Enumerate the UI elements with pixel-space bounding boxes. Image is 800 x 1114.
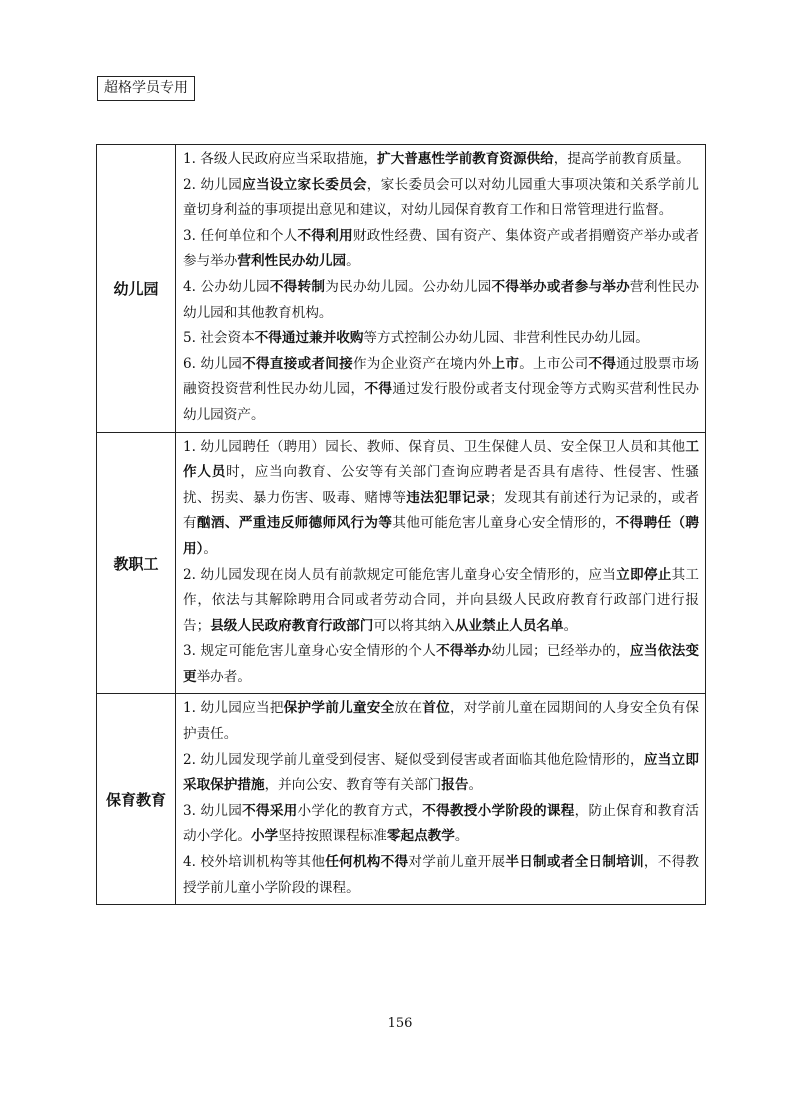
category-cell: 教职工 [97,432,176,694]
emphasis-text: 不得采用 [242,802,298,819]
emphasis-text: 不得通过兼并收购 [254,330,364,347]
emphasis-text: 不得 [588,355,617,372]
emphasis-text: 半日制或者全日制培训 [505,854,644,871]
list-item [183,696,699,747]
emphasis-text: 不得举办 [436,643,492,660]
emphasis-text: 任何机构不得 [325,854,409,871]
emphasis-text: 应当立即采取保护措施 [183,751,699,794]
emphasis-text: 工作人员 [183,438,699,481]
text-segment: 幼儿园；已经举办的， [491,643,631,660]
list-item [183,435,699,563]
emphasis-text: 不得教授小学阶段的课程 [422,802,575,819]
list-item [183,639,699,690]
text-segment: 。 [346,253,360,270]
text-segment: 4. 校外培训机构等其他 [183,854,326,871]
text-segment: ，提高学前教育质量。 [553,151,690,167]
list-item [183,850,699,901]
emphasis-text: 上市 [491,355,520,372]
text-segment: ，对学前儿童在园期间的人身安全负有保护责任。 [183,700,700,743]
text-segment: 。 [468,777,483,794]
text-segment: ，防止保育和教育活动小学化。 [183,802,700,845]
text-segment: 3. 任何单位和个人 [183,227,298,244]
header-tag: 超格学员专用 [97,76,195,101]
emphasis-text: 不得利用 [297,227,353,244]
emphasis-text: 不得转制 [269,278,326,295]
text-segment: 通过发行股份或者支付现金等方式购买营利性民办幼儿园资产。 [183,381,700,423]
text-segment: 1. 幼儿园聘任（聘用）园长、教师、保育员、卫生保健人员、安全保卫人员和其他 [183,438,686,455]
category-cell: 幼儿园 [97,145,176,433]
table-row [97,145,706,433]
emphasis-text: 零起点教学 [386,828,455,845]
emphasis-text: 首位 [422,700,450,717]
text-segment: 1. 各级人民政府应当采取措施， [183,151,378,167]
text-segment: 营利性民办幼儿园和其他教育机构。 [183,278,700,321]
emphasis-text: 酗酒、严重违反师德师风行为等 [196,515,393,532]
text-segment: 举办者。 [196,668,251,685]
page-number: 156 [387,1016,413,1031]
list-item [183,352,699,429]
text-segment: 财政性经费、国有资产、集体资产或者捐赠资产举办或者参与举办 [183,227,700,270]
list-item [183,563,699,640]
regulation-table [96,144,706,905]
emphasis-text: 不得举办或者参与举办 [491,278,631,295]
emphasis-text: 不得 [364,381,393,398]
text-segment: 6. 幼儿园 [183,355,243,372]
emphasis-text: 不得聘任（聘用） [183,515,700,557]
list-item [183,326,699,352]
emphasis-text: 县级人民政府教育行政部门 [210,617,374,634]
table-row [97,694,706,905]
text-segment: 为民办幼儿园。公办幼儿园 [325,278,492,295]
text-segment: 4. 公办幼儿园 [183,278,270,295]
content-cell [176,694,706,905]
emphasis-text: 应当设立家长委员会 [242,176,367,193]
emphasis-text: 不得直接或者间接 [242,355,353,372]
text-segment: 通过股票市场融资投资营利性民办幼儿园， [183,355,700,398]
emphasis-text: 报告 [441,777,469,794]
text-segment: 。上市公司 [519,355,589,372]
list-item [183,147,699,173]
text-segment: 3. 规定可能危害儿童身心安全情形的个人 [183,643,437,660]
text-segment: 等方式控制公办幼儿园、非营利性民办幼儿园。 [363,330,649,347]
content-cell [176,432,706,694]
content-cell [176,145,706,433]
text-segment: 2. 幼儿园 [183,176,243,193]
text-segment: 时，应当向教育、公安等有关部门查询应聘者是否具有虐待、性侵害、性骚扰、拐卖、暴力伤害、吸毒、赌博等 [183,464,700,506]
text-segment: 坚持按照课程标准 [278,828,387,845]
text-segment: ，并向公安、教育等有关部门 [264,777,442,794]
text-segment: 其他可能危害儿童身心安全情形的， [392,515,616,532]
emphasis-text: 从业禁止人员名单 [454,617,564,634]
text-segment: 可以将其纳入 [373,617,455,634]
text-segment: ，不得教授学前儿童小学阶段的课程。 [183,854,700,896]
text-segment: 。 [454,828,469,845]
emphasis-text: 扩大普惠性学前教育资源供给 [377,151,554,167]
text-segment: 小学化的教育方式， [297,802,423,819]
list-item [183,799,699,850]
text-segment: 放在 [394,700,423,717]
text-segment: 对学前儿童开展 [408,854,506,871]
text-segment: ；发现其有前述行为记录的，或者有 [183,489,700,532]
emphasis-text: 违法犯罪记录 [406,489,491,506]
list-item [183,224,699,275]
text-segment: 其工作，依法与其解除聘用合同或者劳动合同，并向县级人民政府教育行政部门进行报告； [183,566,700,634]
emphasis-text: 小学 [250,828,279,845]
table-row [97,432,706,694]
text-segment: 2. 幼儿园发现在岗人员有前款规定可能危害儿童身心安全情形的，应当 [183,566,617,583]
emphasis-text: 保护学前儿童安全 [283,700,395,717]
text-segment: 1. 幼儿园应当把 [183,700,284,717]
emphasis-text: 应当依法变更 [183,643,700,685]
emphasis-text: 营利性民办幼儿园 [237,253,347,270]
list-item [183,275,699,326]
list-item [183,173,699,224]
text-segment: 2. 幼儿园发现学前儿童受到侵害、疑似受到侵害或者面临其他危险情形的， [183,751,644,768]
text-segment: 。 [563,617,578,634]
text-segment: 作为企业资产在境内外 [352,355,492,372]
category-cell: 保育教育 [97,694,176,905]
text-segment: 。 [203,540,217,557]
text-segment: 5. 社会资本 [183,330,255,347]
text-segment: ，家长委员会可以对幼儿园重大事项决策和关系学前儿童切身利益的事项提出意见和建议，对幼儿园保育教育工作和日常管理进行监督。 [183,176,700,219]
list-item [183,748,699,799]
emphasis-text: 立即停止 [616,566,672,583]
text-segment: 3. 幼儿园 [183,802,243,819]
